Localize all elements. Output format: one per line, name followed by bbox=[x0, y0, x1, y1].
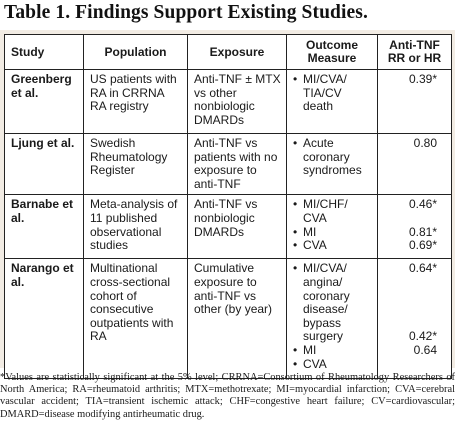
rr-value: 0.46* bbox=[408, 197, 437, 212]
findings-table bbox=[4, 34, 452, 379]
exposure-cell: Anti-TNF vs nonbiologic DMARDs bbox=[188, 195, 287, 259]
rr-cell bbox=[378, 134, 452, 195]
population-cell: US patients with RA in CRRNA RA registry bbox=[84, 70, 188, 134]
study-cell: Narango et al. bbox=[5, 259, 84, 379]
rr-value: 0.81* bbox=[408, 224, 437, 239]
rr-value: 0.80 bbox=[413, 136, 437, 150]
exposure-cell: Anti-TNF ± MTX vs other nonbiologic DMARDs bbox=[188, 70, 287, 134]
study-cell: Barnabe et al. bbox=[5, 195, 84, 259]
table-row bbox=[5, 70, 452, 134]
outcome-item: • MI/CHF/ CVA bbox=[293, 198, 373, 225]
outcome-item: • CVA bbox=[293, 358, 373, 372]
outcome-cell bbox=[287, 134, 378, 195]
outcome-item: • Acute coronary syndromes bbox=[293, 137, 373, 178]
rr-value: 0.69* bbox=[408, 238, 437, 253]
study-cell: Greenberg et al. bbox=[5, 70, 84, 134]
outcome-item: • MI bbox=[293, 226, 373, 240]
rr-value: 0.39* bbox=[408, 72, 437, 86]
header-exposure: Exposure bbox=[188, 35, 287, 70]
rr-cell bbox=[378, 259, 452, 379]
outcome-item: • CVA bbox=[293, 239, 373, 253]
outcome-item: • MI bbox=[293, 344, 373, 358]
population-cell: Multinational cross-sectional cohort of consecutive outpatients with RA bbox=[84, 259, 188, 379]
table-row bbox=[5, 195, 452, 259]
header-population: Population bbox=[84, 35, 188, 70]
rr-cell bbox=[378, 70, 452, 134]
study-cell: Ljung et al. bbox=[5, 134, 84, 195]
rr-value: 0.42* bbox=[408, 329, 437, 344]
table-footnote: *Values are statistically significant at the 5% level; CRRNA=Consortium of Rheumatology Researchers of North America; RA=rheumatoid arthritis; MTX=methotrexate; MI=myocardial infarction; CVA=cerebral vascular accident; TIA=transient ischemic attack; CHF=congestive heart failure; CV=cardiovascular; DMARD=disease modifying antirheumatic drug. bbox=[0, 372, 455, 420]
exposure-cell: Cumulative exposure to anti-TNF vs other (by year) bbox=[188, 259, 287, 379]
population-cell: Meta-analysis of 11 published observational studies bbox=[84, 195, 188, 259]
table-header-row bbox=[5, 35, 452, 70]
header-outcome-measure: Outcome Measure bbox=[287, 35, 378, 70]
population-cell: Swedish Rheumatology Register bbox=[84, 134, 188, 195]
rr-cell bbox=[378, 195, 452, 259]
rr-value: 0.64* bbox=[408, 261, 437, 276]
outcome-cell bbox=[287, 195, 378, 259]
table-title: Table 1. Findings Support Existing Studies. bbox=[4, 2, 368, 23]
table-row bbox=[5, 259, 452, 379]
outcome-cell bbox=[287, 70, 378, 134]
header-anti-tnf-rr: Anti-TNF RR or HR bbox=[378, 35, 452, 70]
exposure-cell: Anti-TNF vs patients with no exposure to anti-TNF bbox=[188, 134, 287, 195]
outcome-cell bbox=[287, 259, 378, 379]
rr-value: 0.64 bbox=[413, 342, 437, 357]
outcome-item: • MI/CVA/ angina/ coronary disease/ bypass surgery bbox=[293, 262, 373, 344]
outcome-item: • MI/CVA/ TIA/CV death bbox=[293, 73, 373, 114]
table-panel bbox=[0, 30, 455, 371]
header-study: Study bbox=[5, 35, 84, 70]
table-row bbox=[5, 134, 452, 195]
